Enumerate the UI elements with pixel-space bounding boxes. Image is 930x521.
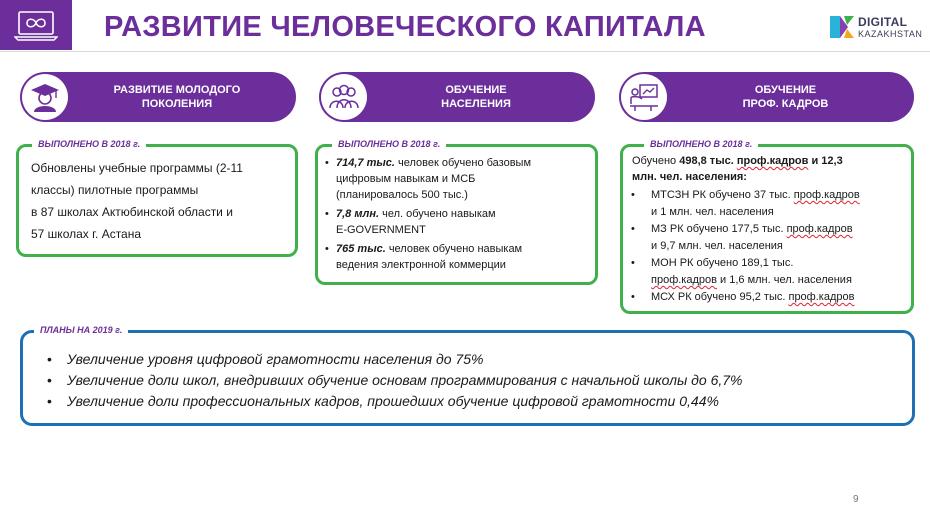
list-item: • МЗ РК обучено 177,5 тыс. проф.кадров и 9,7 млн. чел. населения <box>627 221 905 255</box>
section-2-list <box>324 155 589 276</box>
plans-label: ПЛАНЫ НА 2019 г. <box>34 322 128 338</box>
graduate-icon <box>30 82 60 112</box>
list-item: • Увеличение уровня цифровой грамотности населения до 75% <box>45 349 902 370</box>
section-3-list <box>627 187 905 306</box>
section-2-icon-circle <box>321 74 367 120</box>
digital-kazakhstan-logo <box>828 13 923 43</box>
section-3-box <box>620 144 914 314</box>
list-item: • МОН РК обучено 189,1 тыс. проф.кадров и 1,6 млн. чел. населения <box>627 255 905 289</box>
list-item: • МСХ РК обучено 95,2 тыс. проф.кадров <box>627 289 905 306</box>
section-3-done-label: ВЫПОЛНЕНО В 2018 г. <box>644 136 758 152</box>
section-3-icon-circle <box>621 74 667 120</box>
section-3-intro: Обучено 498,8 тыс. проф.кадров и 12,3 млн. чел. населения: <box>632 155 843 183</box>
brand-line1: DIGITAL <box>858 15 908 29</box>
section-2-box <box>315 144 598 285</box>
presentation-icon <box>629 82 659 112</box>
list-item: • 7,8 млн. чел. обучено навыкам E-GOVERNMENT <box>324 206 589 238</box>
page-title: РАЗВИТИЕ ЧЕЛОВЕЧЕСКОГО КАПИТАЛА <box>104 11 706 43</box>
list-item: • Увеличение доли профессиональных кадров, прошедших обучение цифровой грамотности 0,44% <box>45 391 902 412</box>
list-item: • Увеличение доли школ, внедривших обучение основам программирования с начальной школы до 6,7% <box>45 370 902 391</box>
section-1-header <box>20 72 296 122</box>
plans-list <box>45 349 902 412</box>
section-1-text: Обновлены учебные программы (2-11 классы) пилотные программы в 87 школах Актюбинской области и 57 школах г. Астана <box>31 161 243 241</box>
people-group-icon <box>329 82 359 112</box>
section-2-header <box>319 72 595 122</box>
section-2-done-label: ВЫПОЛНЕНО В 2018 г. <box>332 136 446 152</box>
section-3-header <box>619 72 914 122</box>
list-item: • 714,7 тыс. человек обучено базовым цифровым навыкам и МСБ (планировалось 500 тыс.) <box>324 155 589 203</box>
header-logo-box <box>0 0 72 50</box>
plans-box <box>20 330 915 426</box>
header-divider <box>0 51 930 52</box>
dk-logo-icon <box>828 13 856 41</box>
brand-line2: KAZAKHSTAN <box>858 29 923 39</box>
section-3-title: ОБУЧЕНИЕ ПРОФ. КАДРОВ <box>742 84 829 110</box>
infinity-laptop-icon <box>14 10 58 42</box>
section-1-icon-circle <box>22 74 68 120</box>
section-1-done-label: ВЫПОЛНЕНО В 2018 г. <box>32 136 146 152</box>
section-1-title: РАЗВИТИЕ МОЛОДОГО ПОКОЛЕНИЯ <box>113 84 241 110</box>
section-1-box <box>16 144 298 257</box>
list-item: • МТСЗН РК обучено 37 тыс. проф.кадров и 1 млн. чел. населения <box>627 187 905 221</box>
section-2-title: ОБУЧЕНИЕ НАСЕЛЕНИЯ <box>441 84 511 110</box>
list-item: • 765 тыс. человек обучено навыкам ведения электронной коммерции <box>324 241 589 273</box>
page-number: 9 <box>853 494 859 505</box>
